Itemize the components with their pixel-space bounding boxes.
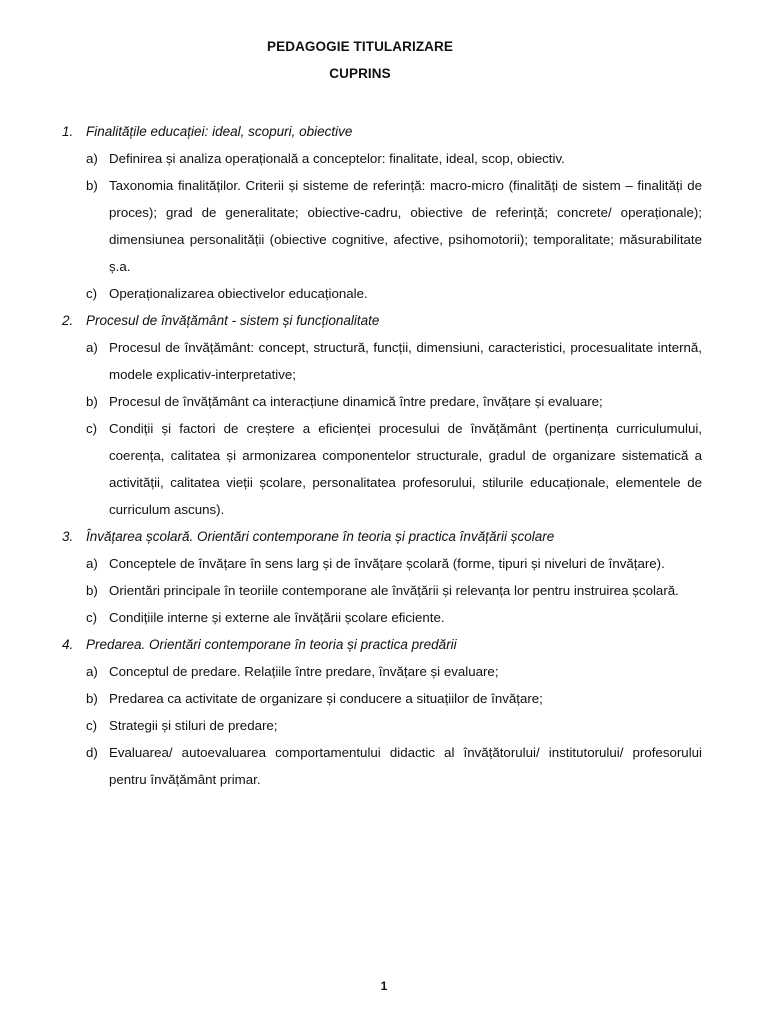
list-item (86, 550, 702, 577)
item-text: Condițiile interne și externe ale învățării școlare eficiente. (109, 610, 445, 625)
item-letter: c) (86, 286, 98, 301)
section-heading (62, 523, 702, 550)
item-text: Procesul de învățământ ca interacțiune dinamică între predare, învățare și evaluare; (109, 394, 603, 409)
page-number: 1 (380, 979, 388, 993)
table-of-contents (62, 118, 702, 793)
section-number: 4. (62, 637, 74, 652)
list-item (86, 388, 702, 415)
section-number: 3. (62, 529, 74, 544)
section-heading (62, 631, 702, 658)
list-item (86, 415, 702, 523)
section-heading (62, 118, 702, 145)
item-text: Strategii și stiluri de predare; (109, 718, 278, 733)
item-text: Conceptele de învățare în sens larg și de învățare școlară (forme, tipuri și niveluri de învățare). (109, 556, 665, 571)
list-item (86, 334, 702, 388)
document-title: PEDAGOGIE TITULARIZARE (267, 39, 453, 54)
item-letter: a) (86, 340, 98, 355)
item-text: Orientări principale în teoriile contemporane ale învățării și relevanța lor pentru instruirea școlară. (109, 583, 679, 598)
list-item (86, 685, 702, 712)
list-item (86, 145, 702, 172)
item-letter: c) (86, 421, 98, 436)
item-letter: c) (86, 718, 98, 733)
item-letter: b) (86, 691, 98, 706)
list-item (86, 604, 702, 631)
list-item (86, 658, 702, 685)
section-title: Predarea. Orientări contemporane în teoria și practica predării (86, 637, 457, 652)
item-text: Procesul de învățământ: concept, structură, funcții, dimensiuni, caracteristici, procesualitate internă, modele explicativ-interpretative; (109, 340, 702, 382)
item-text: Predarea ca activitate de organizare și conducere a situațiilor de învățare; (109, 691, 543, 706)
item-text: Definirea și analiza operațională a conceptelor: finalitate, ideal, scop, obiectiv. (109, 151, 565, 166)
item-text: Condiții și factori de creștere a eficienței procesului de învățământ (pertinența curriculumului, coerența, calitatea și armonizarea componentelor structurale, gradul de organizare sistematică a activității, calitatea vieții școlare, personalitatea profesorului, stilurile educaționale, elementele de curriculum ascuns). (109, 421, 702, 517)
item-letter: a) (86, 151, 98, 166)
list-item (86, 712, 702, 739)
item-text: Operaționalizarea obiectivelor educaționale. (109, 286, 368, 301)
section-title: Învățarea școlară. Orientări contemporane în teoria și practica învățării școlare (86, 529, 555, 544)
section-number: 1. (62, 124, 74, 139)
section-title: Finalitățile educației: ideal, scopuri, obiective (86, 124, 353, 139)
item-letter: b) (86, 394, 98, 409)
section-number: 2. (62, 313, 74, 328)
item-letter: a) (86, 556, 98, 571)
item-text: Taxonomia finalităților. Criterii și sisteme de referință: macro-micro (finalități de sistem – finalități de proces); grad de generalitate; obiective-cadru, obiective de referință; concrete/ operaționale); dimensiunea personalității (obiective cognitive, afective, psihomotorii); temporalitate; măsurabilitate ș.a. (109, 178, 702, 274)
item-text: Conceptul de predare. Relațiile între predare, învățare și evaluare; (109, 664, 499, 679)
list-item (86, 172, 702, 280)
section-heading (62, 307, 702, 334)
item-letter: d) (86, 745, 98, 760)
list-item (86, 577, 702, 604)
item-text: Evaluarea/ autoevaluarea comportamentului didactic al învățătorului/ institutorului/ profesorului pentru învățământ primar. (109, 745, 702, 787)
item-letter: b) (86, 583, 98, 598)
section-title: Procesul de învățământ - sistem și funcționalitate (86, 313, 380, 328)
list-item (86, 280, 702, 307)
item-letter: b) (86, 178, 98, 193)
document-subtitle: CUPRINS (329, 66, 391, 81)
item-letter: c) (86, 610, 98, 625)
list-item (86, 739, 702, 793)
item-letter: a) (86, 664, 98, 679)
